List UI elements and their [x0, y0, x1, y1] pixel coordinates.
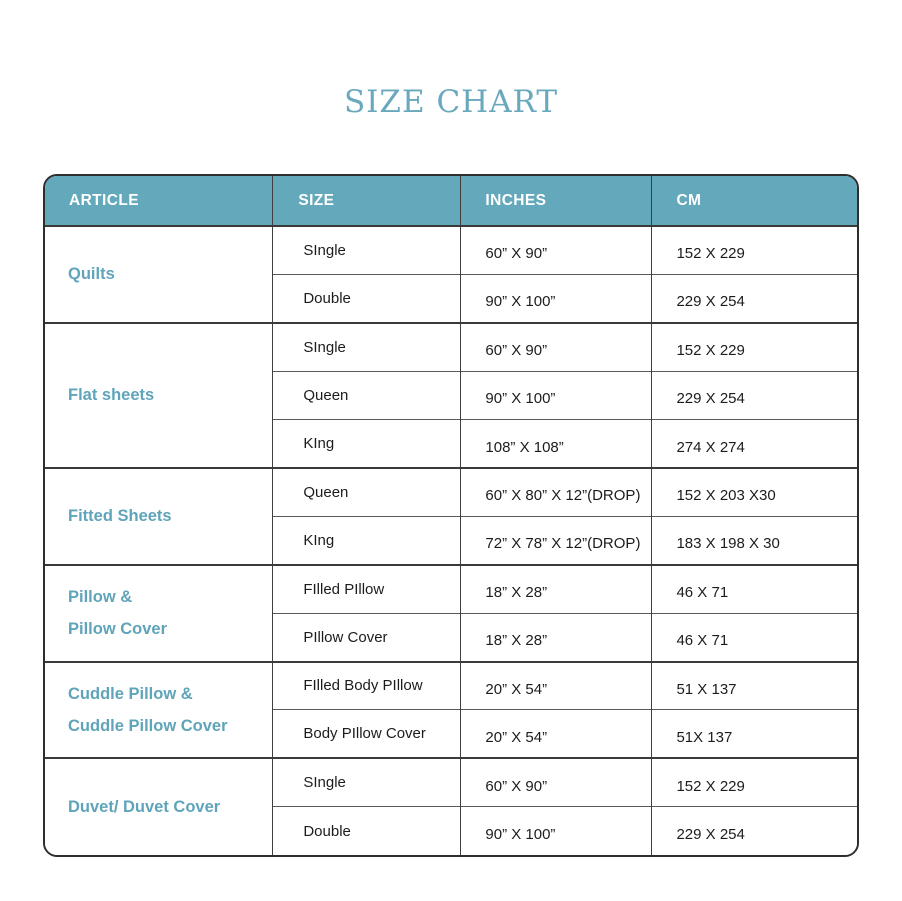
article-cell — [45, 468, 273, 565]
column-header-article: ARTICLE — [45, 176, 273, 226]
size-cell: KIng — [273, 516, 461, 564]
column-header-cm: CM — [652, 176, 857, 226]
table-row — [45, 758, 857, 806]
table-row — [45, 226, 857, 274]
size-cell: FIlled Body PIllow — [273, 662, 461, 710]
inches-cell: 18” X 28” — [461, 565, 652, 613]
size-table-body — [45, 226, 857, 855]
cm-cell: 229 X 254 — [652, 807, 857, 855]
article-cell — [45, 758, 273, 855]
table-row — [45, 468, 857, 516]
size-cell: SIngle — [273, 323, 461, 371]
inches-cell: 90” X 100” — [461, 371, 652, 419]
inches-cell: 18” X 28” — [461, 613, 652, 661]
article-name: Duvet/ Duvet Cover — [68, 798, 221, 817]
article-name: Quilts — [68, 265, 115, 284]
inches-cell: 90” X 100” — [461, 807, 652, 855]
inches-cell: 20” X 54” — [461, 710, 652, 758]
cm-cell: 46 X 71 — [652, 613, 857, 661]
size-cell: SIngle — [273, 758, 461, 806]
cm-cell: 152 X 229 — [652, 758, 857, 806]
inches-cell: 60” X 90” — [461, 758, 652, 806]
size-chart-table-container — [43, 174, 859, 857]
article-cell — [45, 662, 273, 759]
article-name: Pillow Cover — [68, 620, 168, 639]
table-row — [45, 565, 857, 613]
cm-cell: 274 X 274 — [652, 420, 857, 468]
table-row — [45, 662, 857, 710]
inches-cell: 60” X 90” — [461, 226, 652, 274]
table-row — [45, 323, 857, 371]
article-name: Flat sheets — [68, 386, 155, 405]
table-header-row — [45, 176, 857, 226]
article-name: Pillow & — [68, 588, 133, 607]
size-cell: SIngle — [273, 226, 461, 274]
size-cell: KIng — [273, 420, 461, 468]
size-cell: Double — [273, 274, 461, 322]
cm-cell: 152 X 229 — [652, 226, 857, 274]
cm-cell: 152 X 229 — [652, 323, 857, 371]
size-cell: Queen — [273, 468, 461, 516]
size-cell: Queen — [273, 371, 461, 419]
article-cell — [45, 565, 273, 662]
article-cell — [45, 226, 273, 323]
cm-cell: 51X 137 — [652, 710, 857, 758]
article-name: Fitted Sheets — [68, 507, 172, 526]
size-cell: PIllow Cover — [273, 613, 461, 661]
inches-cell: 60” X 90” — [461, 323, 652, 371]
inches-cell: 72” X 78” X 12”(DROP) — [461, 516, 652, 564]
article-cell — [45, 323, 273, 468]
page-title: SIZE CHART — [343, 84, 559, 120]
inches-cell: 90” X 100” — [461, 274, 652, 322]
article-name: Cuddle Pillow & — [68, 684, 193, 703]
size-cell: Body PIllow Cover — [273, 710, 461, 758]
column-header-size: SIZE — [273, 176, 461, 226]
cm-cell: 152 X 203 X30 — [652, 468, 857, 516]
inches-cell: 108” X 108” — [461, 420, 652, 468]
article-name: Cuddle Pillow Cover — [68, 716, 228, 735]
size-cell: Double — [273, 807, 461, 855]
cm-cell: 51 X 137 — [652, 662, 857, 710]
size-chart-table — [45, 176, 857, 855]
cm-cell: 229 X 254 — [652, 371, 857, 419]
inches-cell: 60” X 80” X 12”(DROP) — [461, 468, 652, 516]
cm-cell: 46 X 71 — [652, 565, 857, 613]
inches-cell: 20” X 54” — [461, 662, 652, 710]
column-header-inches: INCHES — [461, 176, 652, 226]
cm-cell: 183 X 198 X 30 — [652, 516, 857, 564]
cm-cell: 229 X 254 — [652, 274, 857, 322]
size-cell: FIlled PIllow — [273, 565, 461, 613]
